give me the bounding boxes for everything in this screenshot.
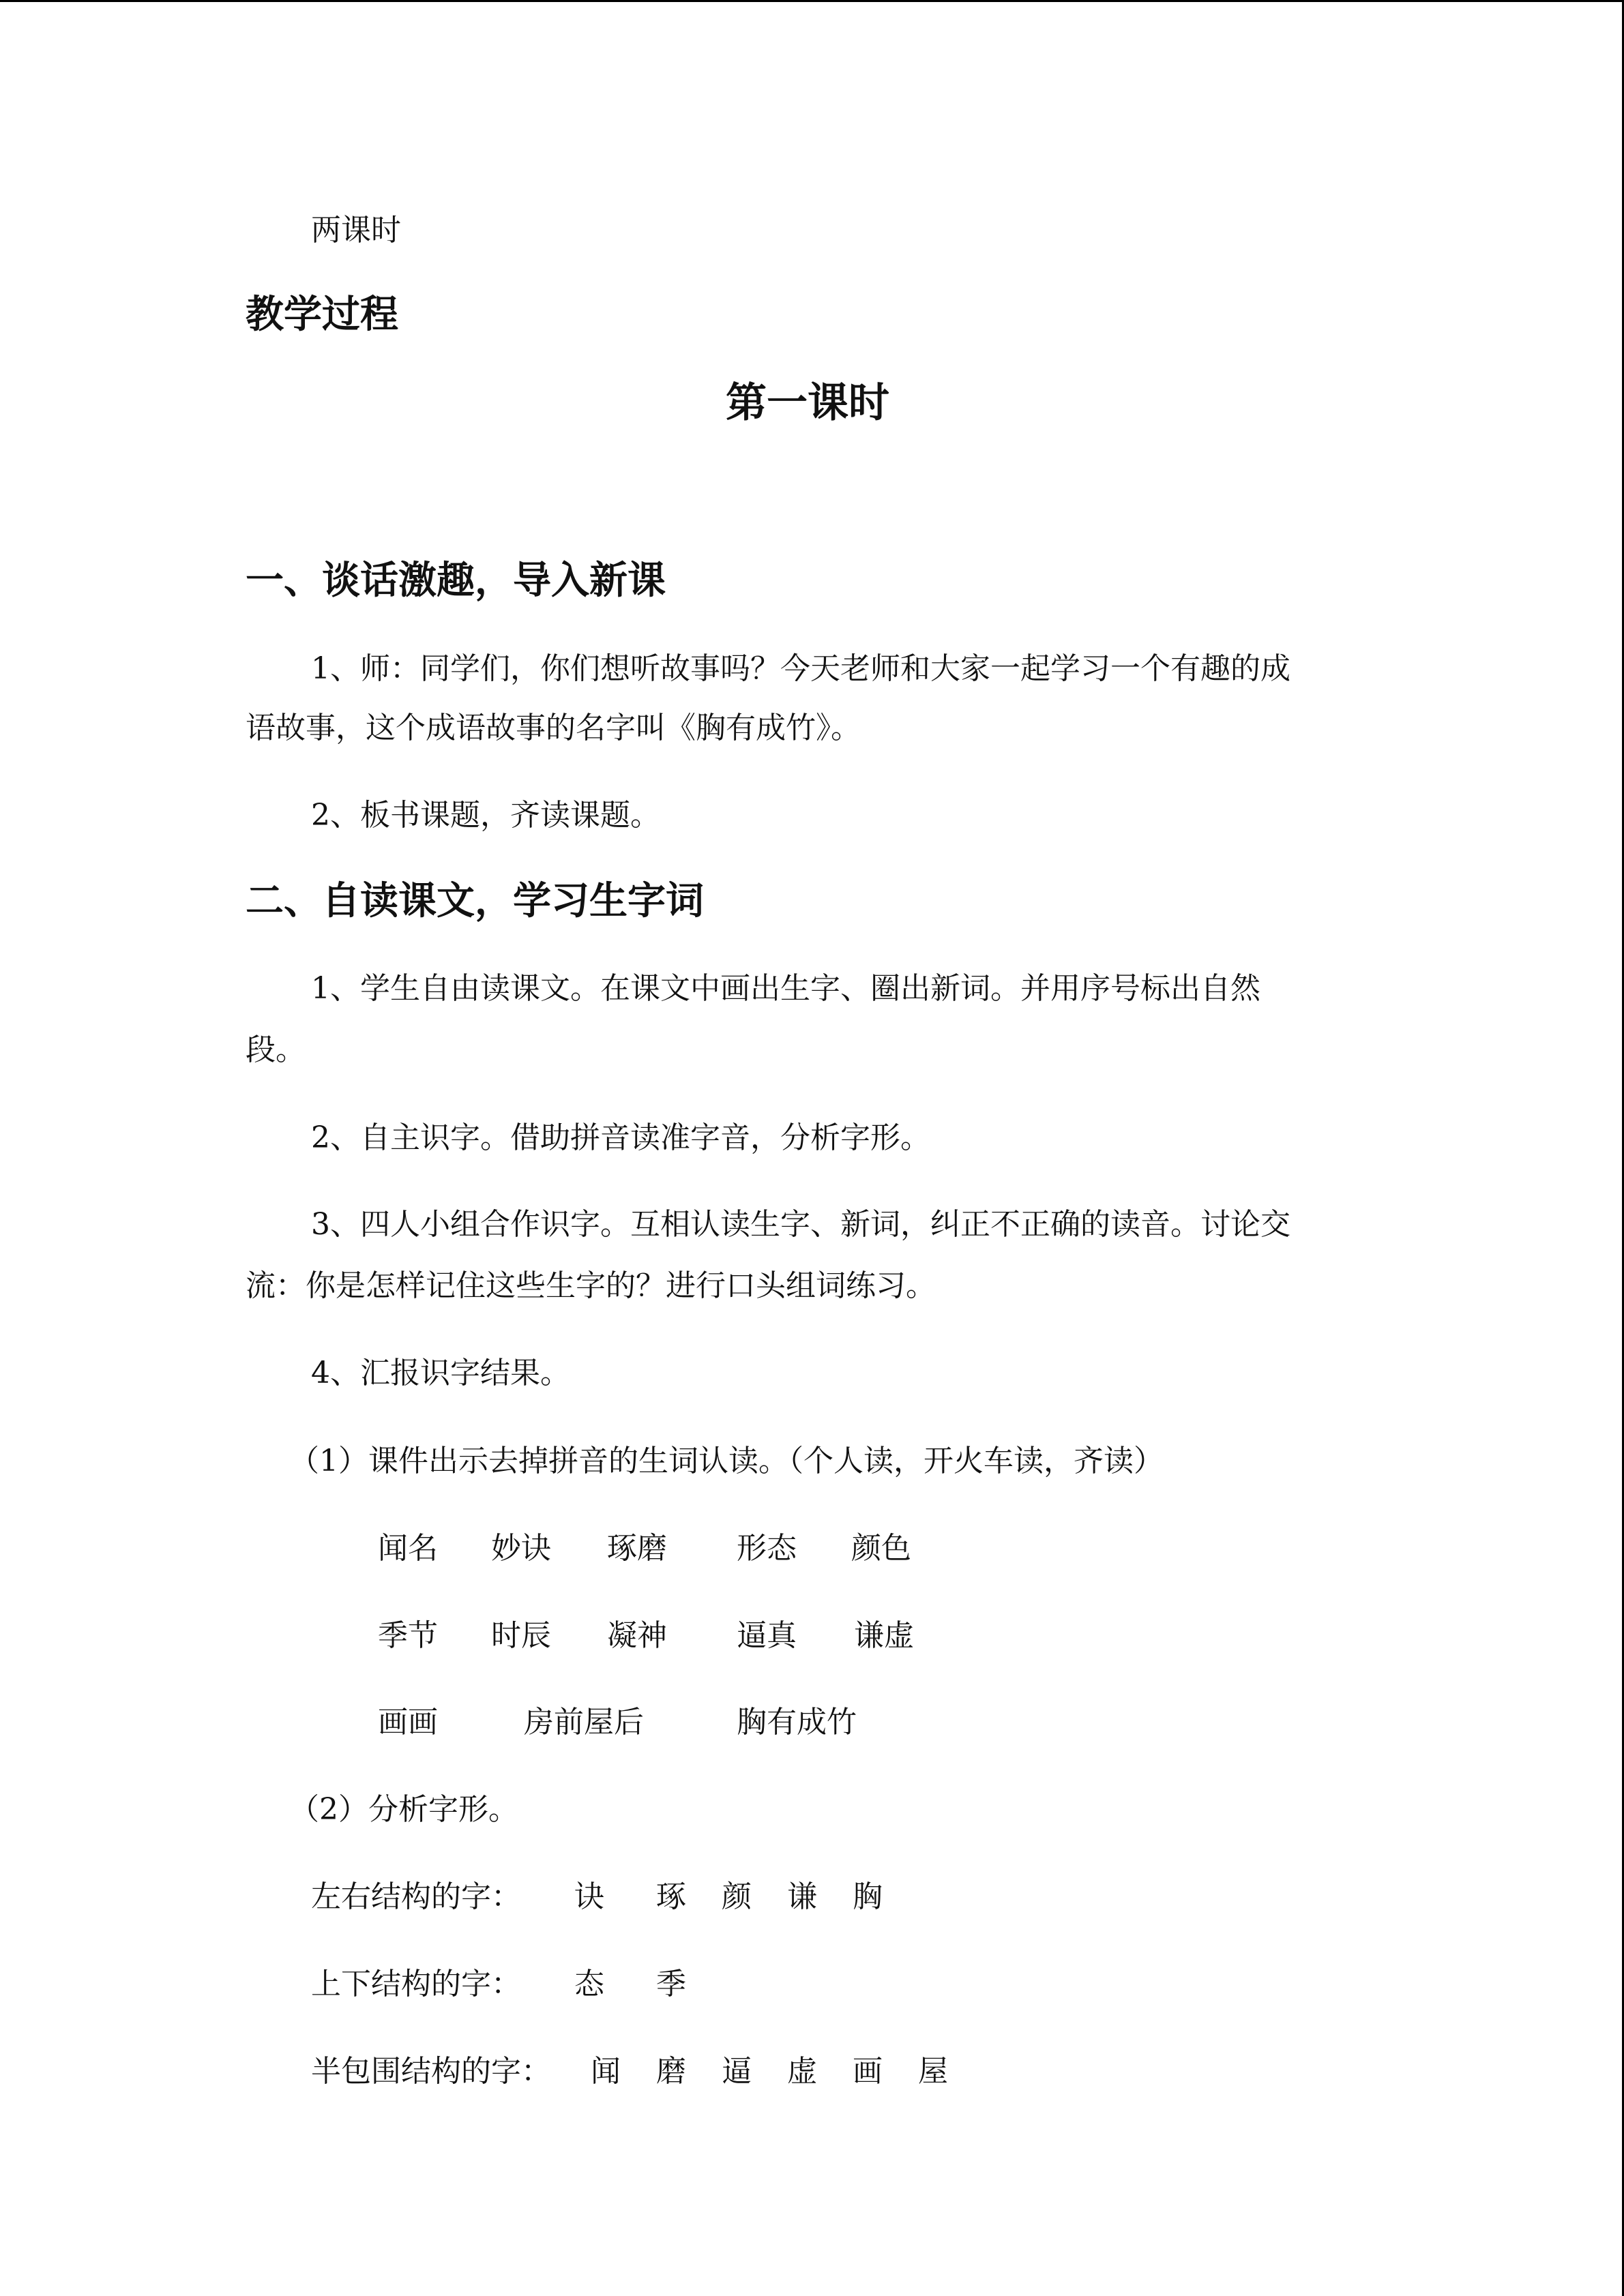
- vocab-word: 形态: [737, 1531, 797, 1566]
- lesson-title: 第一课时: [726, 379, 889, 427]
- section2-paragraph1-line2: 段。: [246, 1032, 306, 1067]
- section1-paragraph1-line2: 语故事，这个成语故事的名字叫《胸有成竹》。: [246, 711, 861, 745]
- vocab-word: 琢磨: [607, 1531, 667, 1566]
- vocab-word: 谦虚: [854, 1618, 914, 1653]
- vocab-word: 季节: [378, 1618, 438, 1653]
- section1-heading: 一、谈话激趣，导入新课: [246, 558, 666, 603]
- vocab-word: 房前屋后: [524, 1705, 644, 1740]
- process-heading: 教学过程: [246, 293, 398, 337]
- section2-paragraph4: 4、汇报识字结果。: [311, 1356, 570, 1390]
- lesson-duration: 两课时: [311, 213, 401, 248]
- structure-char: 磨: [656, 2054, 686, 2089]
- sub-item-1: （1）课件出示去掉拼音的生词认读。（个人读，开火车读，齐读）: [289, 1444, 1164, 1478]
- structure-char: 季: [656, 1967, 686, 2001]
- vocab-word: 闻名: [378, 1531, 438, 1566]
- vocab-word: 时辰: [491, 1618, 551, 1653]
- structure-char: 逼: [722, 2054, 752, 2089]
- section2-paragraph3-line1: 3、四人小组合作识字。互相认读生字、新词，纠正不正确的读音。讨论交: [311, 1207, 1290, 1242]
- structure-char: 态: [574, 1967, 604, 2001]
- structure-label-top-bottom: 上下结构的字：: [311, 1967, 521, 2001]
- section1-paragraph2: 2、板书课题，齐读课题。: [311, 798, 660, 833]
- structure-char: 胸: [853, 1879, 883, 1914]
- section2-paragraph2: 2、自主识字。借助拼音读准字音，分析字形。: [311, 1120, 930, 1155]
- section1-paragraph1-line1: 1、师：同学们，你们想听故事吗？今天老师和大家一起学习一个有趣的成: [311, 651, 1290, 686]
- structure-char: 闻: [591, 2054, 621, 2089]
- structure-char: 虚: [787, 2054, 817, 2089]
- vocab-word: 画画: [378, 1705, 438, 1740]
- structure-char: 谦: [787, 1879, 817, 1914]
- vocab-word: 胸有成竹: [737, 1705, 857, 1740]
- section2-heading: 二、自读课文，学习生字词: [246, 879, 704, 923]
- vocab-word: 颜色: [851, 1531, 911, 1566]
- structure-char: 屋: [918, 2054, 948, 2089]
- structure-char: 画: [853, 2054, 883, 2089]
- structure-char: 诀: [574, 1879, 604, 1914]
- vocab-word: 逼真: [737, 1618, 797, 1653]
- section2-paragraph3-line2: 流：你是怎样记住这些生字的？进行口头组词练习。: [246, 1268, 936, 1303]
- structure-char: 琢: [656, 1879, 686, 1914]
- structure-char: 颜: [722, 1879, 752, 1914]
- sub-item-2: （2）分析字形。: [289, 1792, 518, 1827]
- section2-paragraph1-line1: 1、学生自由读课文。在课文中画出生字、圈出新词。并用序号标出自然: [311, 971, 1260, 1006]
- structure-label-half-enclosed: 半包围结构的字：: [311, 2054, 551, 2089]
- vocab-word: 凝神: [607, 1618, 667, 1653]
- page-top-border: [0, 0, 1624, 2]
- vocab-word: 妙诀: [491, 1531, 551, 1566]
- structure-label-left-right: 左右结构的字：: [311, 1879, 521, 1914]
